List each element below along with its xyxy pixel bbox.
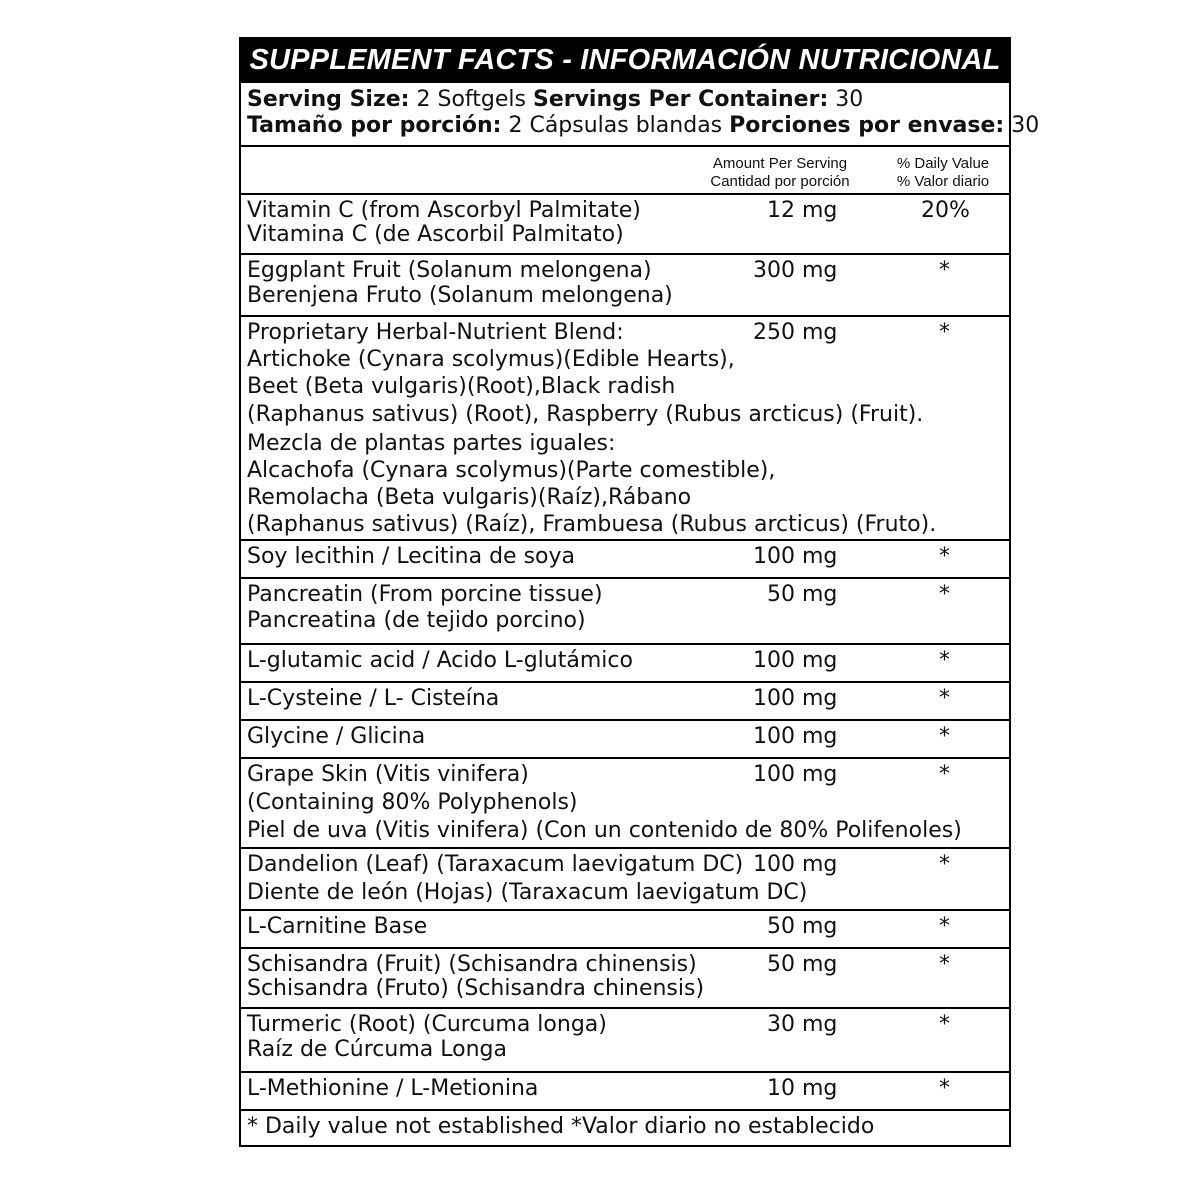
nutrient-daily-value: * (939, 762, 950, 787)
nutrient-name-line: Vitamin C (from Ascorbyl Palmitate) (247, 198, 641, 223)
nutrient-amount: 12 mg (767, 198, 838, 223)
nutrient-row (241, 643, 1009, 681)
serving-size-value: 2 Softgels (416, 87, 526, 112)
footnote-row (241, 1109, 1009, 1145)
nutrient-amount: 250 mg (753, 320, 838, 345)
nutrient-amount: 100 mg (753, 686, 838, 711)
nutrient-row (241, 719, 1009, 757)
nutrient-name-line: Schisandra (Fruit) (Schisandra chinensis) (247, 952, 697, 977)
dv-heading-en: % Daily Value (896, 155, 990, 172)
nutrient-daily-value: * (939, 1076, 950, 1101)
nutrient-row (241, 539, 1009, 577)
nutrient-amount: 50 mg (767, 582, 838, 607)
amount-heading-en: Amount Per Serving (712, 155, 848, 172)
nutrient-amount: 10 mg (767, 1076, 838, 1101)
nutrient-daily-value: * (939, 582, 950, 607)
servings-per-container-label: Servings Per Container: (532, 87, 829, 112)
nutrient-row (241, 757, 1009, 847)
nutrient-row (241, 253, 1009, 315)
panel-title: SUPPLEMENT FACTS - INFORMACIÓN NUTRICIONAL (241, 39, 1009, 81)
nutrient-name-line: Diente de león (Hojas) (Taraxacum laevigatum DC) (247, 880, 808, 905)
nutrient-name-line: Grape Skin (Vitis vinifera) (247, 762, 529, 787)
dv-heading-es: % Valor diario (896, 173, 990, 190)
serving-size-label-es: Tamaño por porción: (247, 113, 502, 138)
servings-per-container-value-es: 30 (1011, 113, 1040, 138)
supplement-facts-panel (239, 37, 1040, 1147)
nutrient-daily-value: * (939, 952, 950, 977)
nutrient-daily-value: 20% (921, 198, 970, 223)
nutrient-name-line: Berenjena Fruto (Solanum melongena) (247, 283, 673, 308)
nutrient-name-line: Artichoke (Cynara scolymus)(Edible Hearts), (247, 347, 735, 373)
nutrient-name-line: Proprietary Herbal-Nutrient Blend: (247, 320, 624, 345)
nutrient-daily-value: * (939, 320, 950, 345)
nutrient-name-line: L-Cysteine / L- Cisteína (247, 686, 500, 711)
nutrient-row (241, 1071, 1009, 1109)
nutrient-row (241, 315, 1009, 539)
nutrient-amount: 100 mg (753, 762, 838, 787)
footnote: * Daily value not established *Valor diario no establecido (247, 1114, 875, 1139)
column-header (241, 145, 1009, 193)
nutrient-name-line: Raíz de Cúrcuma Longa (247, 1037, 507, 1062)
serving-info (241, 81, 1040, 145)
nutrient-name-line: Pancreatin (From porcine tissue) (247, 582, 603, 607)
nutrient-name-line: Piel de uva (Vitis vinifera) (Con un contenido de 80% Polifenoles) (247, 818, 962, 843)
nutrient-daily-value: * (939, 258, 950, 283)
nutrient-daily-value: * (939, 686, 950, 711)
nutrient-amount: 30 mg (767, 1012, 838, 1037)
nutrient-row (241, 193, 1009, 253)
serving-size-value-es: 2 Cápsulas blandas (508, 113, 723, 138)
nutrient-name-line: L-Methionine / L-Metionina (247, 1076, 539, 1101)
nutrient-row (241, 909, 1009, 947)
nutrient-daily-value: * (939, 544, 950, 569)
serving-size-label: Serving Size: (247, 87, 410, 112)
nutrient-amount: 100 mg (753, 724, 838, 749)
serving-line-en (247, 87, 863, 113)
nutrient-name-line: Remolacha (Beta vulgaris)(Raíz),Rábano (247, 485, 692, 511)
nutrient-name-line: (Containing 80% Polyphenols) (247, 790, 578, 815)
nutrient-name-line: (Raphanus sativus) (Root), Raspberry (Rubus arcticus) (Fruit). (247, 401, 924, 427)
nutrient-name-line: L-glutamic acid / Acido L-glutámico (247, 648, 633, 673)
nutrient-daily-value: * (939, 914, 950, 939)
nutrient-amount: 100 mg (753, 544, 838, 569)
nutrient-row (241, 577, 1009, 643)
amount-column-heading (689, 155, 871, 191)
servings-per-container-value: 30 (835, 87, 864, 112)
nutrient-amount: 300 mg (753, 258, 838, 283)
nutrient-name-line: (Raphanus sativus) (Raíz), Frambuesa (Rubus arcticus) (Fruto). (247, 512, 937, 538)
nutrient-row (241, 947, 1009, 1007)
dv-column-heading (881, 155, 1005, 191)
nutrient-daily-value: * (939, 1012, 950, 1037)
nutrient-name-line: Soy lecithin / Lecitina de soya (247, 544, 576, 569)
nutrient-daily-value: * (939, 852, 950, 877)
nutrient-amount: 50 mg (767, 914, 838, 939)
nutrient-daily-value: * (939, 648, 950, 673)
nutrient-amount: 50 mg (767, 952, 838, 977)
serving-line-es (247, 113, 1039, 139)
nutrient-amount: 100 mg (753, 648, 838, 673)
nutrient-name-line: Vitamina C (de Ascorbil Palmitato) (247, 222, 624, 247)
nutrient-row (241, 1007, 1009, 1071)
nutrient-name-line: Alcachofa (Cynara scolymus)(Parte comestible), (247, 458, 776, 483)
nutrient-daily-value: * (939, 724, 950, 749)
nutrient-name-line: Turmeric (Root) (Curcuma longa) (247, 1012, 607, 1037)
nutrient-row (241, 847, 1009, 909)
nutrient-name-line: Pancreatina (de tejido porcino) (247, 608, 586, 633)
nutrient-name-line: Dandelion (Leaf) (Taraxacum laevigatum DC) (247, 852, 744, 877)
servings-per-container-label-es: Porciones por envase: (729, 113, 1005, 138)
nutrient-name-line: Eggplant Fruit (Solanum melongena) (247, 258, 652, 283)
nutrient-name-line: Schisandra (Fruto) (Schisandra chinensis) (247, 976, 705, 1001)
nutrient-name-line: Beet (Beta vulgaris)(Root),Black radish (247, 374, 676, 400)
nutrient-name-line: Glycine / Glicina (247, 724, 426, 749)
amount-heading-es: Cantidad por porción (710, 173, 850, 190)
nutrient-amount: 100 mg (753, 852, 838, 877)
nutrient-row (241, 681, 1009, 719)
nutrient-name-line: Mezcla de plantas partes iguales: (247, 430, 616, 456)
nutrient-name-line: L-Carnitine Base (247, 914, 428, 939)
